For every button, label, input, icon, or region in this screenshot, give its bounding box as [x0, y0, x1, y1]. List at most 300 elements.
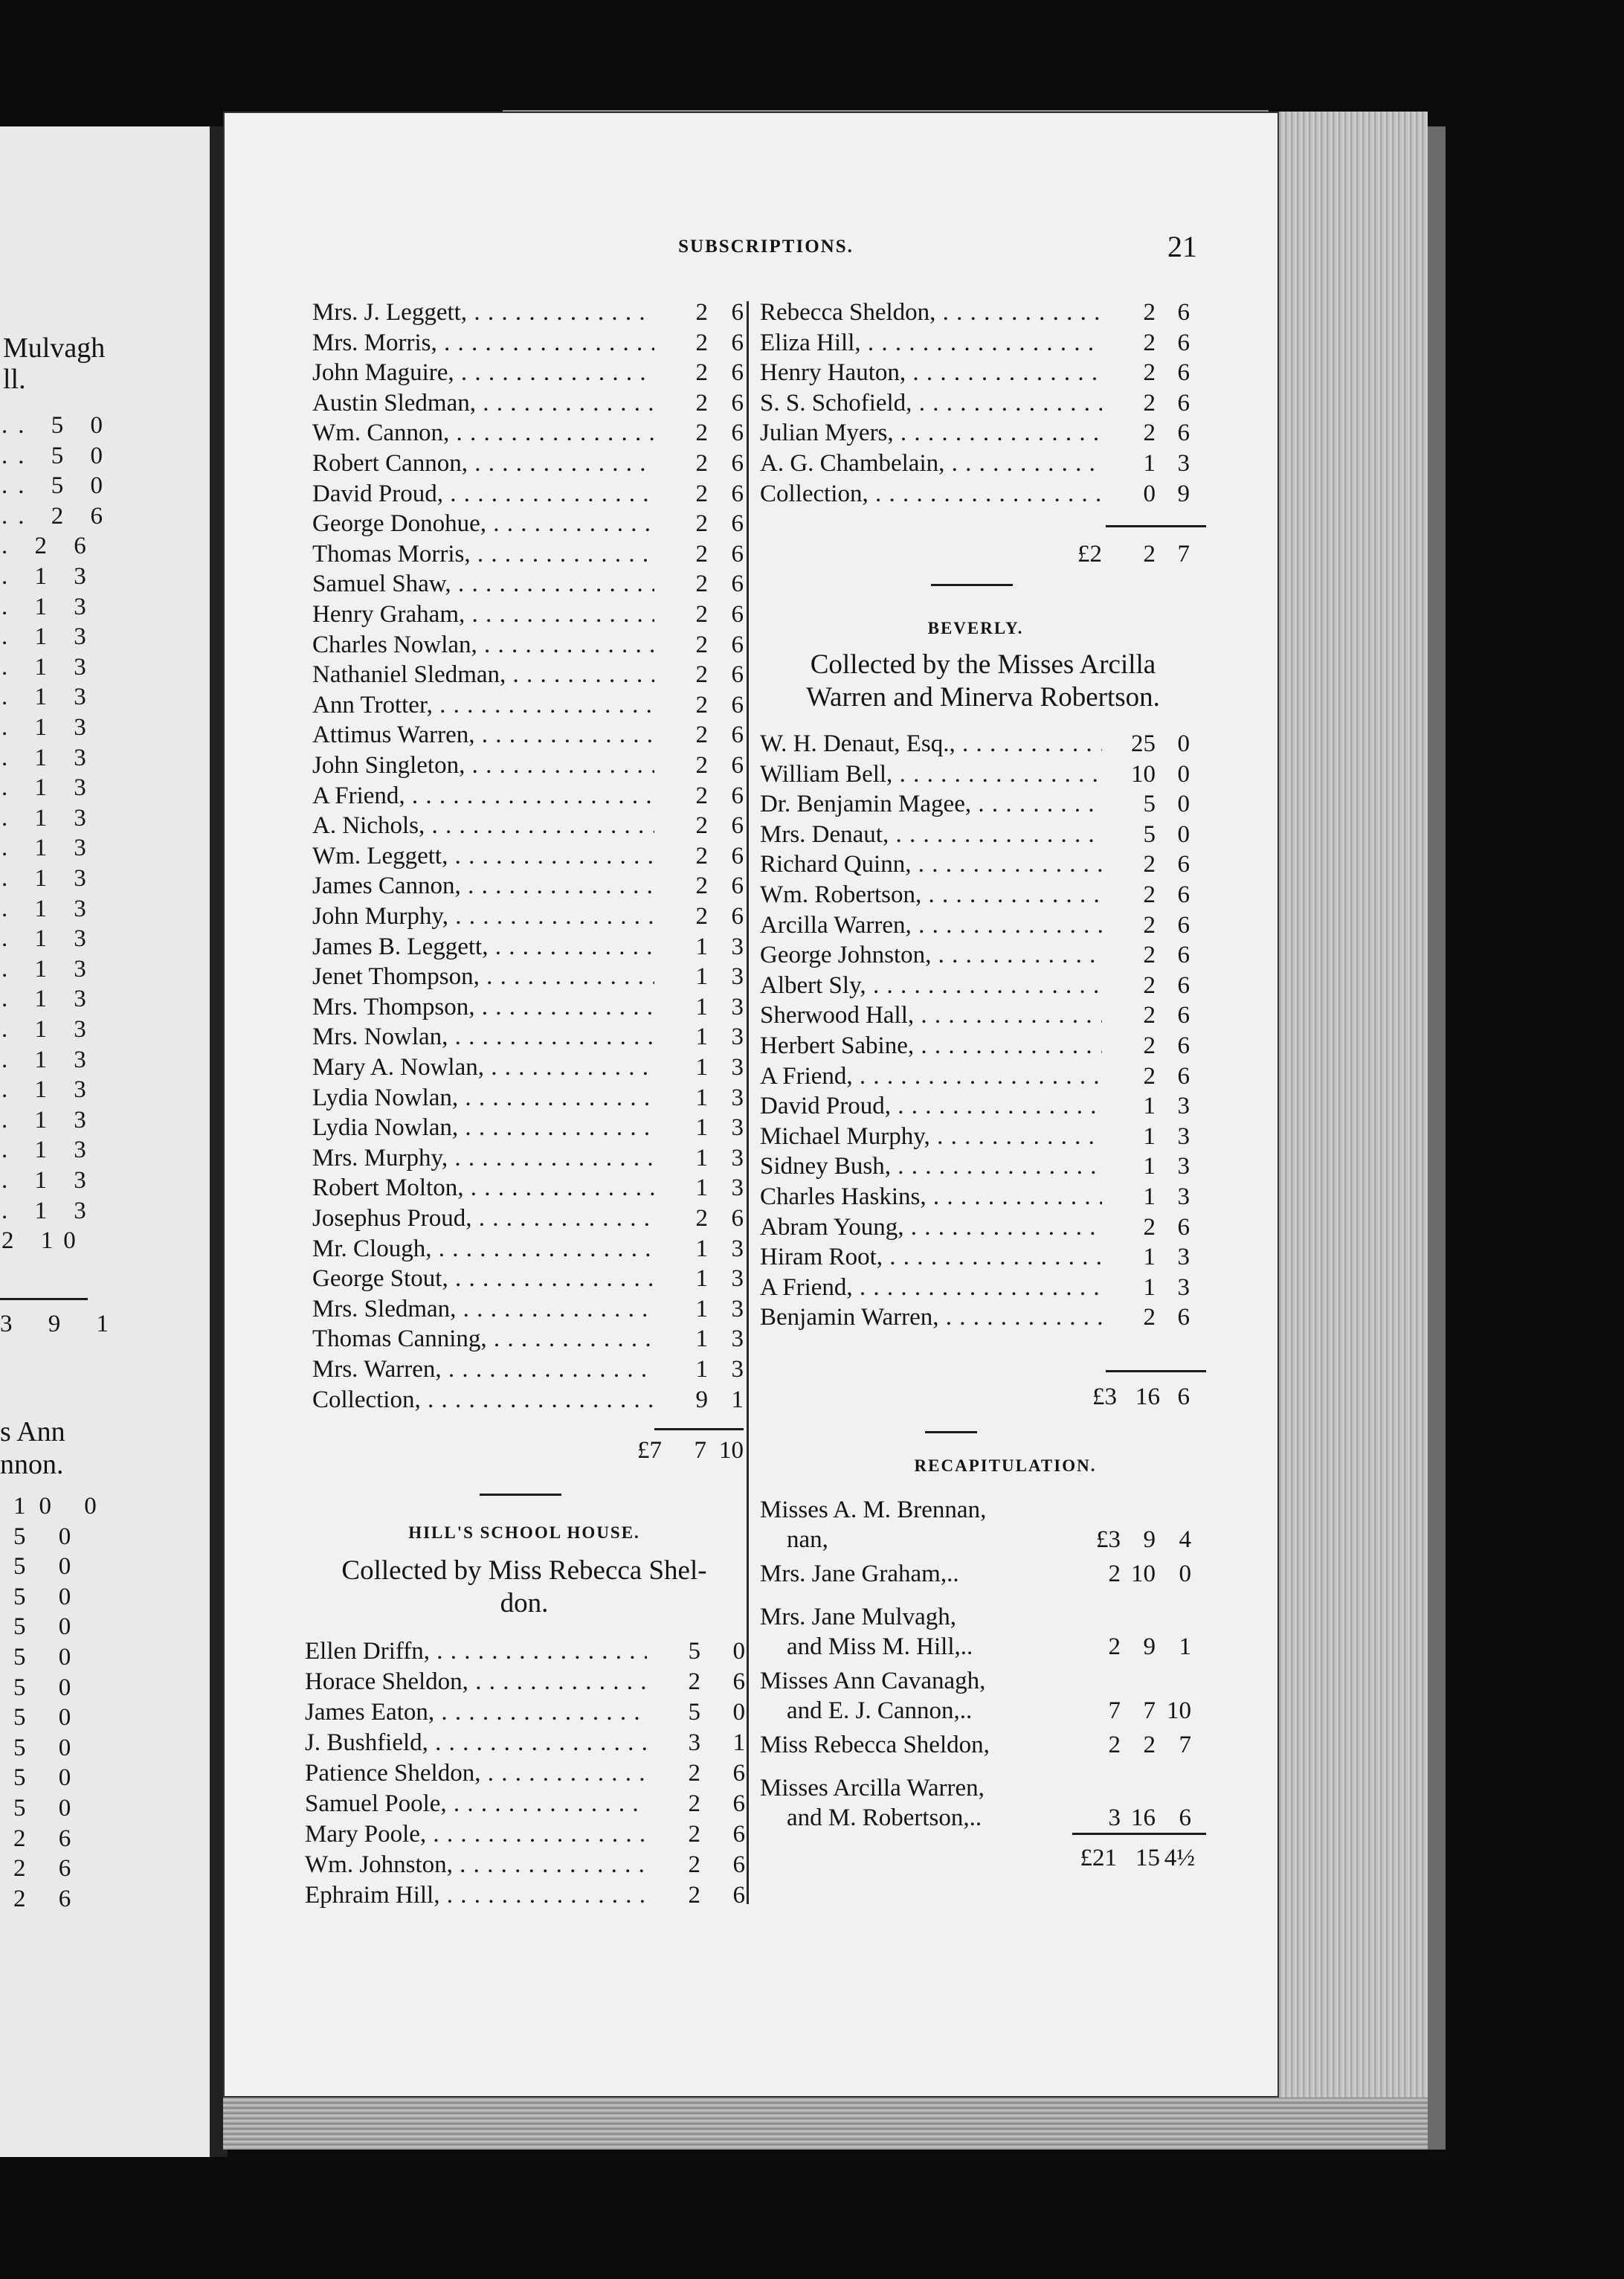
subscriber-name: Michael Murphy, . . .	[760, 1122, 1102, 1151]
recap-shillings: 9	[1143, 1633, 1156, 1660]
entry-row	[312, 871, 766, 901]
entry-row	[760, 1031, 1212, 1061]
entry-row	[312, 1354, 766, 1384]
entry-row	[760, 479, 1212, 509]
subscriber-name: Mary Poole, . . .	[305, 1819, 647, 1849]
amount-shillings: 1	[695, 1114, 708, 1142]
amount-pence: 3	[731, 1295, 744, 1322]
subscriber-name: James Cannon, . . .	[312, 871, 654, 901]
left-page-fragment: . 1 3	[1, 1076, 97, 1104]
recap-pence: 6	[1179, 1804, 1191, 1831]
entry-row	[312, 1143, 766, 1173]
running-header: SUBSCRIPTIONS.	[678, 237, 854, 257]
entry-row	[305, 1697, 767, 1727]
entry-row	[312, 932, 766, 962]
amount-pence: 1	[731, 1386, 744, 1413]
amount-pence: 0	[1177, 791, 1190, 818]
amount-shillings: 5	[688, 1699, 700, 1726]
amount-pence: 3	[731, 1235, 744, 1262]
entry-row	[760, 1061, 1212, 1091]
amount-pence: 6	[732, 1851, 745, 1878]
amount-pence: 0	[1177, 730, 1190, 757]
subscriber-name: Wm. Robertson, . . .	[760, 880, 1102, 910]
amount-pence: 6	[731, 510, 744, 538]
recap-pounds: 3	[1108, 1804, 1121, 1831]
amount-pence: 3	[731, 1114, 744, 1142]
subscriber-name: Herbert Sabine, . . .	[760, 1031, 1102, 1061]
amount-pence: 6	[731, 299, 744, 326]
amount-shillings: 0	[1143, 480, 1156, 507]
left-page-fragment: Mulvagh	[3, 332, 106, 364]
amount-pence: 6	[1177, 1032, 1190, 1059]
amount-pence: 6	[731, 359, 744, 387]
subscriber-name: Sidney Bush, . . .	[760, 1151, 1102, 1181]
amount-pence: 3	[731, 1084, 744, 1111]
amount-shillings: 2	[695, 570, 708, 598]
recap-name-line: Misses Ann Cavanagh,	[760, 1668, 986, 1694]
amount-pence: 3	[731, 933, 744, 960]
entry-row	[760, 1151, 1212, 1181]
amount-shillings: 3	[688, 1729, 700, 1756]
total-row	[312, 1436, 766, 1465]
recap-shillings: 2	[1143, 1732, 1156, 1758]
amount-shillings: 5	[1143, 791, 1156, 818]
entry-row	[312, 1203, 766, 1233]
recap-name-line: and M. Robertson,..	[787, 1804, 982, 1831]
subscriber-name: Benjamin Warren, . . .	[760, 1302, 1102, 1332]
entry-row	[312, 600, 766, 629]
amount-shillings: 5	[1143, 820, 1156, 848]
entry-row	[312, 992, 766, 1022]
amount-pence: 6	[731, 903, 744, 930]
amount-shillings: 10	[1131, 760, 1156, 788]
entry-row	[760, 328, 1212, 358]
subscriber-name: Thomas Canning, . . .	[312, 1324, 654, 1354]
amount-shillings: 2	[695, 329, 708, 356]
recap-amount	[760, 1696, 1199, 1726]
amount-pence: 6	[1177, 1213, 1190, 1241]
left-page-fragment: 5 0	[13, 1523, 85, 1550]
left-page-fragment: 2 6	[13, 1885, 85, 1912]
amount-pence: 3	[1177, 1244, 1190, 1271]
amount-shillings: 1	[1143, 1122, 1156, 1150]
entry-row	[312, 962, 766, 991]
total-shillings: 7	[694, 1437, 706, 1464]
left-page-fragment: . 1 3	[1, 955, 97, 983]
recap-pounds: £3	[1096, 1526, 1121, 1553]
recap-pence: 4	[1179, 1526, 1191, 1553]
amount-pence: 6	[1177, 359, 1190, 387]
amount-shillings: 2	[1143, 881, 1156, 908]
entry-row	[312, 660, 766, 690]
total-shillings: 16	[1135, 1383, 1160, 1410]
entry-row	[312, 1113, 766, 1142]
left-page-fragment: 5 0	[13, 1734, 85, 1761]
entry-row	[312, 1052, 766, 1082]
subscriber-name: Josephus Proud, . . .	[312, 1203, 654, 1233]
amount-pence: 6	[1177, 420, 1190, 447]
amount-shillings: 2	[688, 1790, 700, 1817]
amount-shillings: 2	[688, 1882, 700, 1909]
entry-row	[312, 1264, 766, 1293]
recap-amount	[760, 1559, 1199, 1589]
subscriber-name: Richard Quinn, . . .	[760, 849, 1102, 879]
total-pence: 10	[719, 1437, 744, 1464]
amount-shillings: 5	[688, 1638, 700, 1665]
left-page-fragment: 5 0	[13, 1704, 85, 1732]
amount-pence: 0	[1177, 820, 1190, 848]
recap-pounds: 2	[1108, 1732, 1121, 1758]
entry-row	[312, 750, 766, 780]
entry-row	[760, 418, 1212, 448]
subscriber-name: A. Nichols, . . .	[312, 811, 654, 840]
left-page-fragment: . 1 3	[1, 1046, 97, 1073]
total-pounds: £2	[1077, 541, 1102, 568]
entry-row	[305, 1636, 767, 1666]
left-page-fragment: 5 0	[13, 1674, 85, 1701]
amount-shillings: 2	[1143, 1032, 1156, 1059]
amount-pence: 6	[731, 420, 744, 447]
entry-row	[305, 1850, 767, 1880]
page-bottom-edges	[223, 2098, 1428, 2150]
entry-row	[305, 1758, 767, 1788]
subscriber-name: Nathaniel Sledman, . . .	[312, 660, 654, 690]
recap-pence: 0	[1179, 1560, 1191, 1587]
amount-pence: 6	[731, 872, 744, 900]
recap-name-line: Misses A. M. Brennan,	[760, 1497, 987, 1523]
left-page-fragment: . 1 3	[1, 744, 97, 771]
amount-shillings: 2	[1143, 971, 1156, 999]
amount-shillings: 2	[695, 842, 708, 870]
subscriber-name: Ann Trotter, . . .	[312, 690, 654, 720]
subscriber-name: Mrs. Sledman, . . .	[312, 1294, 654, 1324]
amount-shillings: 2	[695, 631, 708, 658]
subscriber-name: Charles Nowlan, . . .	[312, 630, 654, 660]
left-page-fragment: 5 0	[13, 1613, 85, 1641]
subscriber-name: Abram Young, . . .	[760, 1212, 1102, 1242]
amount-shillings: 25	[1131, 730, 1156, 757]
left-page-fragment: . 1 3	[1, 1197, 97, 1224]
subscriber-name: A. G. Chambelain, . . .	[760, 449, 1102, 478]
entry-row	[312, 388, 766, 418]
amount-shillings: 2	[688, 1760, 700, 1787]
amount-pence: 3	[731, 1325, 744, 1353]
left-page-fragment: . 1 3	[1, 1167, 97, 1194]
total-rule	[1106, 1370, 1206, 1372]
amount-shillings: 1	[1143, 1183, 1156, 1210]
amount-pence: 6	[731, 601, 744, 628]
amount-shillings: 2	[695, 752, 708, 779]
left-page-fragment: . 2 6	[1, 533, 97, 560]
entry-row	[312, 1294, 766, 1324]
amount-shillings: 2	[688, 1821, 700, 1848]
amount-pence: 6	[731, 450, 744, 477]
recap-pence: 7	[1179, 1732, 1191, 1758]
section-separator	[931, 584, 1013, 586]
collector-line: Collected by Miss Rebecca Shel-	[341, 1555, 707, 1586]
subscriber-name: Mrs. Nowlan, . . .	[312, 1022, 654, 1052]
subscriber-name: S. S. Schofield, . . .	[760, 388, 1102, 418]
section-heading: BEVERLY.	[927, 619, 1024, 637]
amount-pence: 6	[732, 1760, 745, 1787]
amount-pence: 6	[1177, 971, 1190, 999]
entry-row	[760, 388, 1212, 418]
left-page-fragment: . 1 3	[1, 1137, 97, 1164]
amount-shillings: 2	[695, 540, 708, 568]
amount-shillings: 2	[695, 721, 708, 749]
amount-pence: 3	[731, 1174, 744, 1202]
amount-shillings: 2	[695, 1205, 708, 1232]
section-separator	[480, 1494, 561, 1496]
entry-row	[305, 1789, 767, 1819]
amount-pence: 3	[1177, 450, 1190, 477]
subscriber-name: A Friend, . . .	[760, 1273, 1102, 1302]
amount-pence: 6	[1177, 299, 1190, 326]
entry-row	[760, 358, 1212, 388]
total-row	[760, 539, 1212, 569]
amount-shillings: 1	[695, 963, 708, 991]
amount-shillings: 2	[688, 1851, 700, 1878]
amount-pence: 6	[1177, 1304, 1190, 1331]
entry-row	[760, 729, 1212, 759]
amount-shillings: 2	[1143, 389, 1156, 417]
amount-shillings: 2	[1143, 359, 1156, 387]
amount-shillings: 1	[695, 993, 708, 1020]
amount-shillings: 2	[1143, 911, 1156, 939]
section-heading: RECAPITULATION.	[914, 1456, 1097, 1475]
subscriber-name: Mrs. J. Leggett, . . .	[312, 298, 654, 327]
subscriber-name: Robert Cannon, . . .	[312, 449, 654, 478]
entry-row	[312, 811, 766, 840]
left-page-fragment: s Ann	[0, 1416, 65, 1447]
amount-pence: 6	[731, 721, 744, 749]
subscriber-name: Mrs. Denaut, . . .	[760, 820, 1102, 849]
left-page-fragment: . 1 3	[1, 653, 97, 681]
amount-shillings: 1	[695, 1084, 708, 1111]
entry-row	[760, 759, 1212, 789]
amount-pence: 6	[732, 1668, 745, 1695]
entry-row	[760, 971, 1212, 1000]
total-rule	[1106, 525, 1206, 527]
amount-pence: 3	[731, 1144, 744, 1171]
left-page-fragment: . 1 3	[1, 774, 97, 802]
amount-pence: 6	[731, 661, 744, 689]
subscriber-name: W. H. Denaut, Esq., . . .	[760, 729, 1102, 759]
recap-name-line: nan,	[787, 1526, 828, 1553]
left-page-fragment: .. 5 0	[1, 442, 113, 469]
amount-pence: 9	[1177, 480, 1190, 507]
subscriber-name: Rebecca Sheldon, . . .	[760, 298, 1102, 327]
collector-line: don.	[500, 1588, 549, 1619]
amount-shillings: 1	[695, 1295, 708, 1322]
subscriber-name: Lydia Nowlan, . . .	[312, 1083, 654, 1113]
entry-row	[312, 690, 766, 720]
amount-shillings: 2	[1143, 329, 1156, 356]
left-page-fragment: 5 0	[13, 1764, 85, 1792]
amount-shillings: 2	[695, 450, 708, 477]
entry-row	[312, 358, 766, 388]
amount-shillings: 2	[695, 872, 708, 900]
subscriber-name: Julian Myers, . . .	[760, 418, 1102, 448]
amount-shillings: 2	[1143, 299, 1156, 326]
amount-pence: 3	[1177, 1122, 1190, 1150]
left-page-fragment: . 1 3	[1, 593, 97, 620]
amount-pence: 3	[1177, 1183, 1190, 1210]
entry-row	[312, 418, 766, 448]
amount-shillings: 1	[1143, 1244, 1156, 1271]
subscriber-name: Horace Sheldon, . . .	[305, 1667, 647, 1697]
left-page-fragment: . 1 3	[1, 835, 97, 862]
entry-row	[760, 1122, 1212, 1151]
amount-pence: 6	[1177, 851, 1190, 878]
amount-shillings: 2	[695, 691, 708, 719]
subscriber-name: Wm. Johnston, . . .	[305, 1850, 647, 1880]
amount-pence: 3	[1177, 1153, 1190, 1180]
left-page-fragment: . 1 3	[1, 563, 97, 590]
entry-row	[760, 849, 1212, 879]
subscriber-name: Attimus Warren, . . .	[312, 720, 654, 750]
entry-row	[312, 509, 766, 539]
subscriber-name: Albert Sly, . . .	[760, 971, 1102, 1000]
subscriber-name: Mrs. Thompson, . . .	[312, 992, 654, 1022]
amount-pence: 6	[1177, 389, 1190, 417]
left-page-fragment: ll.	[3, 364, 26, 395]
total-pounds: £7	[637, 1437, 662, 1464]
entry-row	[312, 298, 766, 327]
subscriber-name: Arcilla Warren, . . .	[760, 910, 1102, 940]
amount-shillings: 2	[695, 420, 708, 447]
amount-shillings: 2	[688, 1668, 700, 1695]
amount-shillings: 2	[1143, 1304, 1156, 1331]
amount-shillings: 2	[695, 359, 708, 387]
entry-row	[760, 1302, 1212, 1332]
amount-pence: 6	[731, 782, 744, 809]
subscriber-name: Wm. Leggett, . . .	[312, 841, 654, 871]
section-heading: HILL'S SCHOOL HOUSE.	[408, 1523, 640, 1542]
entry-row	[760, 449, 1212, 478]
recap-amount	[760, 1803, 1199, 1833]
amount-pence: 6	[1177, 1002, 1190, 1029]
amount-pence: 3	[731, 1356, 744, 1383]
left-page-fragment: . 1 3	[1, 684, 97, 711]
amount-shillings: 2	[695, 480, 708, 507]
entry-row	[305, 1728, 767, 1758]
amount-pence: 6	[731, 631, 744, 658]
entry-row	[760, 820, 1212, 849]
recap-name-line: Mrs. Jane Graham,..	[760, 1560, 959, 1587]
subscriber-name: Thomas Morris, . . .	[312, 539, 654, 569]
entry-row	[760, 298, 1212, 327]
recap-name-line: Mrs. Jane Mulvagh,	[760, 1604, 956, 1630]
left-page-fragment: 2 6	[13, 1825, 85, 1852]
recap-name-line: and Miss M. Hill,..	[787, 1633, 973, 1660]
amount-shillings: 2	[1143, 420, 1156, 447]
entry-row	[305, 1880, 767, 1910]
entry-row	[312, 901, 766, 931]
subscriber-name: John Murphy, . . .	[312, 901, 654, 931]
amount-pence: 3	[731, 963, 744, 991]
amount-pence: 6	[732, 1821, 745, 1848]
entry-row	[312, 539, 766, 569]
total-rule	[654, 1428, 744, 1430]
amount-pence: 6	[731, 1205, 744, 1232]
left-page-fragment: . 1 3	[1, 623, 97, 651]
amount-shillings: 1	[1143, 1153, 1156, 1180]
subscriber-name: George Johnston, . . .	[760, 940, 1102, 970]
amount-pence: 0	[732, 1638, 745, 1665]
entry-row	[312, 630, 766, 660]
total-shillings: 2	[1143, 541, 1156, 568]
subscriber-name: James B. Leggett, . . .	[312, 932, 654, 962]
amount-shillings: 1	[695, 1054, 708, 1081]
subscriber-name: George Stout, . . .	[312, 1264, 654, 1293]
left-page-fragment: . 1 3	[1, 714, 97, 741]
amount-shillings: 1	[695, 1235, 708, 1262]
subscriber-name: Charles Haskins, . . .	[760, 1182, 1102, 1212]
entry-row	[305, 1667, 767, 1697]
amount-pence: 6	[731, 329, 744, 356]
entry-row	[312, 1324, 766, 1354]
recap-shillings: 16	[1131, 1804, 1156, 1831]
amount-shillings: 2	[695, 299, 708, 326]
amount-pence: 3	[1177, 1093, 1190, 1120]
left-page-fragment: . 1 3	[1, 804, 97, 832]
entry-row	[760, 940, 1212, 970]
amount-shillings: 1	[695, 1325, 708, 1353]
amount-pence: 6	[731, 389, 744, 417]
amount-shillings: 1	[695, 1144, 708, 1171]
subscriber-name: Dr. Benjamin Magee, . . .	[760, 789, 1102, 819]
subscriber-name: Ellen Driffn, . . .	[305, 1636, 647, 1666]
entry-row	[312, 841, 766, 871]
amount-shillings: 1	[695, 1265, 708, 1293]
amount-pence: 6	[731, 812, 744, 840]
entry-row	[312, 720, 766, 750]
subscriber-name: Mrs. Morris, . . .	[312, 328, 654, 358]
amount-pence: 0	[1177, 760, 1190, 788]
amount-shillings: 2	[1143, 1002, 1156, 1029]
left-page-fragment: . 1 3	[1, 1106, 97, 1134]
subscriber-name: A Friend, . . .	[760, 1061, 1102, 1091]
total-shillings: 15	[1135, 1845, 1160, 1871]
subscriber-name: Hiram Root, . . .	[760, 1242, 1102, 1272]
recap-shillings: 10	[1131, 1560, 1156, 1587]
subscriber-name: David Proud, . . .	[760, 1091, 1102, 1121]
subscriber-name: Robert Molton, . . .	[312, 1173, 654, 1203]
recap-amount	[760, 1730, 1199, 1760]
amount-shillings: 2	[1143, 1213, 1156, 1241]
left-page-text	[0, 0, 210, 2279]
entry-row	[312, 479, 766, 509]
amount-shillings: 1	[695, 1356, 708, 1383]
amount-shillings: 2	[695, 812, 708, 840]
amount-shillings: 2	[695, 661, 708, 689]
amount-shillings: 1	[1143, 450, 1156, 477]
recap-shillings: 7	[1143, 1697, 1156, 1724]
subscriber-name: Collection, . . .	[312, 1385, 654, 1415]
subscriber-name: Wm. Cannon, . . .	[312, 418, 654, 448]
entry-row	[312, 449, 766, 478]
left-page-fragment: 5 0	[13, 1583, 85, 1610]
subscriber-name: Mr. Clough, . . .	[312, 1234, 654, 1264]
amount-pence: 6	[731, 691, 744, 719]
subscriber-name: James Eaton, . . .	[305, 1697, 647, 1727]
subscriber-name: Ephraim Hill, . . .	[305, 1880, 647, 1910]
recap-amount	[760, 1632, 1199, 1662]
recap-pence: 10	[1167, 1697, 1191, 1724]
entry-row	[312, 1173, 766, 1203]
total-pounds: £21	[1080, 1845, 1117, 1871]
